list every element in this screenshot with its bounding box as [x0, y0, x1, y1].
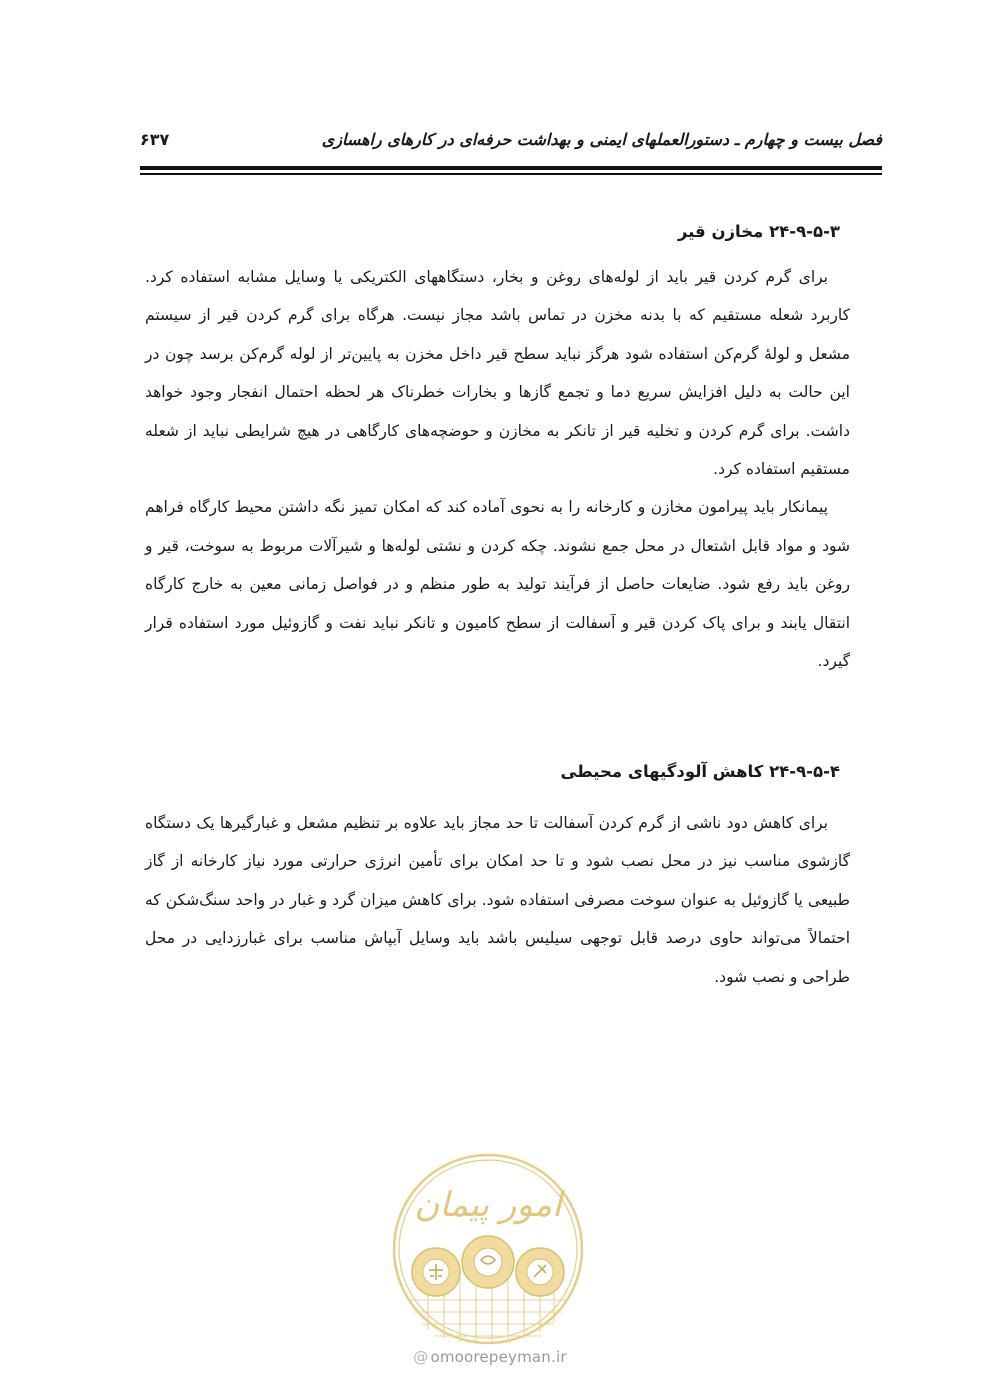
- logo-url: [380, 1348, 600, 1366]
- paragraph: برای کاهش دود ناشی از گرم کردن آسفالت تا حد مجاز باید علاوه بر تنظیم مشعل و غبارگیرها یک دستگاه گازشوی مناسب نیز در محل نصب شود و تا حد امکان برای تأمین انرژی حرارتی مورد نیاز کارخانه از گاز طبیعی یا گازوئیل به عنوان سوخت مصرفی استفاده شود. برای کاهش میزان گرد و غبار در واحد سنگ‌شکن که احتمالاً می‌تواند حاوی درصد قابل توجهی سیلیس باشد باید وسایل آبپاش مناسب برای غبارزدایی در محل طراحی و نصب شود.: [145, 814, 850, 986]
- logo-url-text: omoorepeyman.ir: [430, 1348, 567, 1366]
- omoor-peyman-logo-seal: [388, 1150, 588, 1348]
- section-body: [145, 258, 850, 680]
- section-heading: ۲۴-۹-۵-۴ کاهش آلودگیهای محیطی: [560, 762, 840, 781]
- paragraph: برای گرم کردن قیر باید از لوله‌های روغن و بخار، دستگاههای الکتریکی یا وسایل مشابه استفاده کرد. کاربرد شعله مستقیم که با بدنه مخزن در تماس باشد مجاز نیست. هرگاه برای گرم کردن قیر از سیستم مشعل و لولهٔ گرم‌کن استفاده شود هرگز نباید سطح قیر داخل مخزن به پایین‌تر از لوله گرم‌کن برسد چون در این حالت به دلیل افزایش سریع دما و تجمع گازها و بخارات خطرناک هر لحظه احتمال انفجار وجود خواهد داشت. برای گرم کردن و تخلیه قیر از تانکر به مخازن و حوضچه‌های کارگاهی در هیچ شرایطی نباید از شعله مستقیم استفاده کرد.: [145, 268, 850, 479]
- section-heading: ۲۴-۹-۵-۳ مخازن قیر: [677, 222, 840, 241]
- page-number: ۶۳۷: [140, 130, 170, 149]
- at-icon: @: [413, 1348, 429, 1366]
- section-body: [145, 804, 850, 996]
- paragraph: پیمانکار باید پیرامون مخازن و کارخانه را به نحوی آماده کند که امکان تمیز نگه داشتن محیط کارگاه فراهم شود و مواد قابل اشتعال در محل جمع نشوند. چکه کردن و نشتی لوله‌ها و شیرآلات مربوط به سوخت، قیر و روغن باید رفع شود. ضایعات حاصل از فرآیند تولید به طور منظم و در فواصل زمانی معین به خارج کارگاه انتقال یابند و برای پاک کردن قیر و آسفالت از سطح کامیون و تانکر نباید نفت و گازوئیل مورد استفاده قرار گیرد.: [145, 498, 850, 671]
- header-rule-thick: [140, 166, 882, 170]
- logo-lettering: امور پیمان: [414, 1185, 562, 1225]
- header-title: فصل بیست و چهارم ـ دستورالعملهای ایمنی و بهداشت حرفه‌ای در کارهای راهسازی: [321, 130, 882, 149]
- page-header: [140, 128, 882, 158]
- header-rule-thin: [140, 173, 882, 175]
